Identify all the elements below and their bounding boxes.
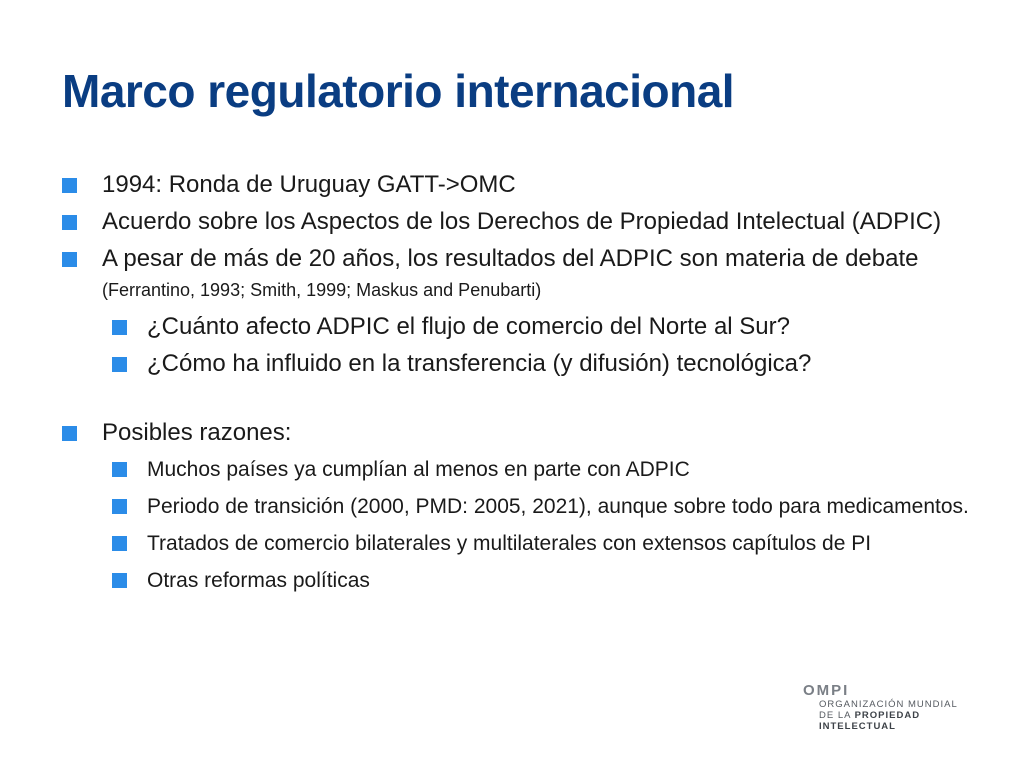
square-bullet-icon [112, 320, 127, 335]
bullet-item [62, 418, 982, 448]
sub-bullet-item [62, 529, 982, 558]
logo-line-bold: INTELECTUAL [819, 721, 896, 732]
logo-brand: OMPI [803, 682, 850, 699]
sub-bullet-item [62, 566, 982, 595]
logo-line-bold: PROPIEDAD [854, 710, 921, 721]
square-bullet-icon [112, 462, 127, 477]
square-bullet-icon [62, 426, 77, 441]
slide-title: Marco regulatorio internacional [62, 65, 735, 117]
citation-text: (Ferrantino, 1993; Smith, 1999; Maskus and Penubarti) [102, 280, 542, 300]
sub-bullet-item [62, 455, 982, 484]
square-bullet-icon [62, 178, 77, 193]
bullet-text: Muchos países ya cumplían al menos en parte con ADPIC [147, 458, 690, 481]
bullet-text: Otras reformas políticas [147, 569, 370, 592]
square-bullet-icon [62, 252, 77, 267]
bullet-text: Tratados de comercio bilaterales y multilaterales con extensos capítulos de PI [147, 532, 872, 555]
logo-line [805, 721, 958, 732]
square-bullet-icon [112, 573, 127, 588]
sub-bullet-item [62, 492, 982, 521]
bullet-text: ¿Cómo ha influido en la transferencia (y difusión) tecnológica? [147, 350, 812, 377]
bullet-text: Acuerdo sobre los Aspectos de los Derechos de Propiedad Intelectual (ADPIC) [102, 208, 942, 235]
logo-line: ORGANIZACIÓN MUNDIAL [819, 699, 958, 710]
bullet-text: 1994: Ronda de Uruguay GATT->OMC [102, 171, 516, 198]
bullet-item [62, 207, 982, 237]
bullet-list [62, 170, 982, 603]
bullet-text: Periodo de transición (2000, PMD: 2005, 2021), aunque sobre todo para medicamentos. [147, 495, 969, 518]
logo-line [805, 710, 958, 721]
sub-bullet-item [62, 312, 982, 342]
ompi-logo [805, 682, 958, 732]
square-bullet-icon [62, 215, 77, 230]
bullet-text: Posibles razones: [102, 419, 292, 446]
square-bullet-icon [112, 536, 127, 551]
bullet-text: ¿Cuánto afecto ADPIC el flujo de comercio del Norte al Sur? [147, 313, 790, 340]
bullet-text: A pesar de más de 20 años, los resultados del ADPIC son materia de debate [102, 245, 919, 272]
bullet-item [62, 244, 982, 305]
sub-bullet-item [62, 349, 982, 379]
square-bullet-icon [112, 499, 127, 514]
bullet-item [62, 170, 982, 200]
square-bullet-icon [112, 357, 127, 372]
spacer [62, 386, 982, 418]
logo-line-prefix: DE LA [819, 710, 855, 721]
